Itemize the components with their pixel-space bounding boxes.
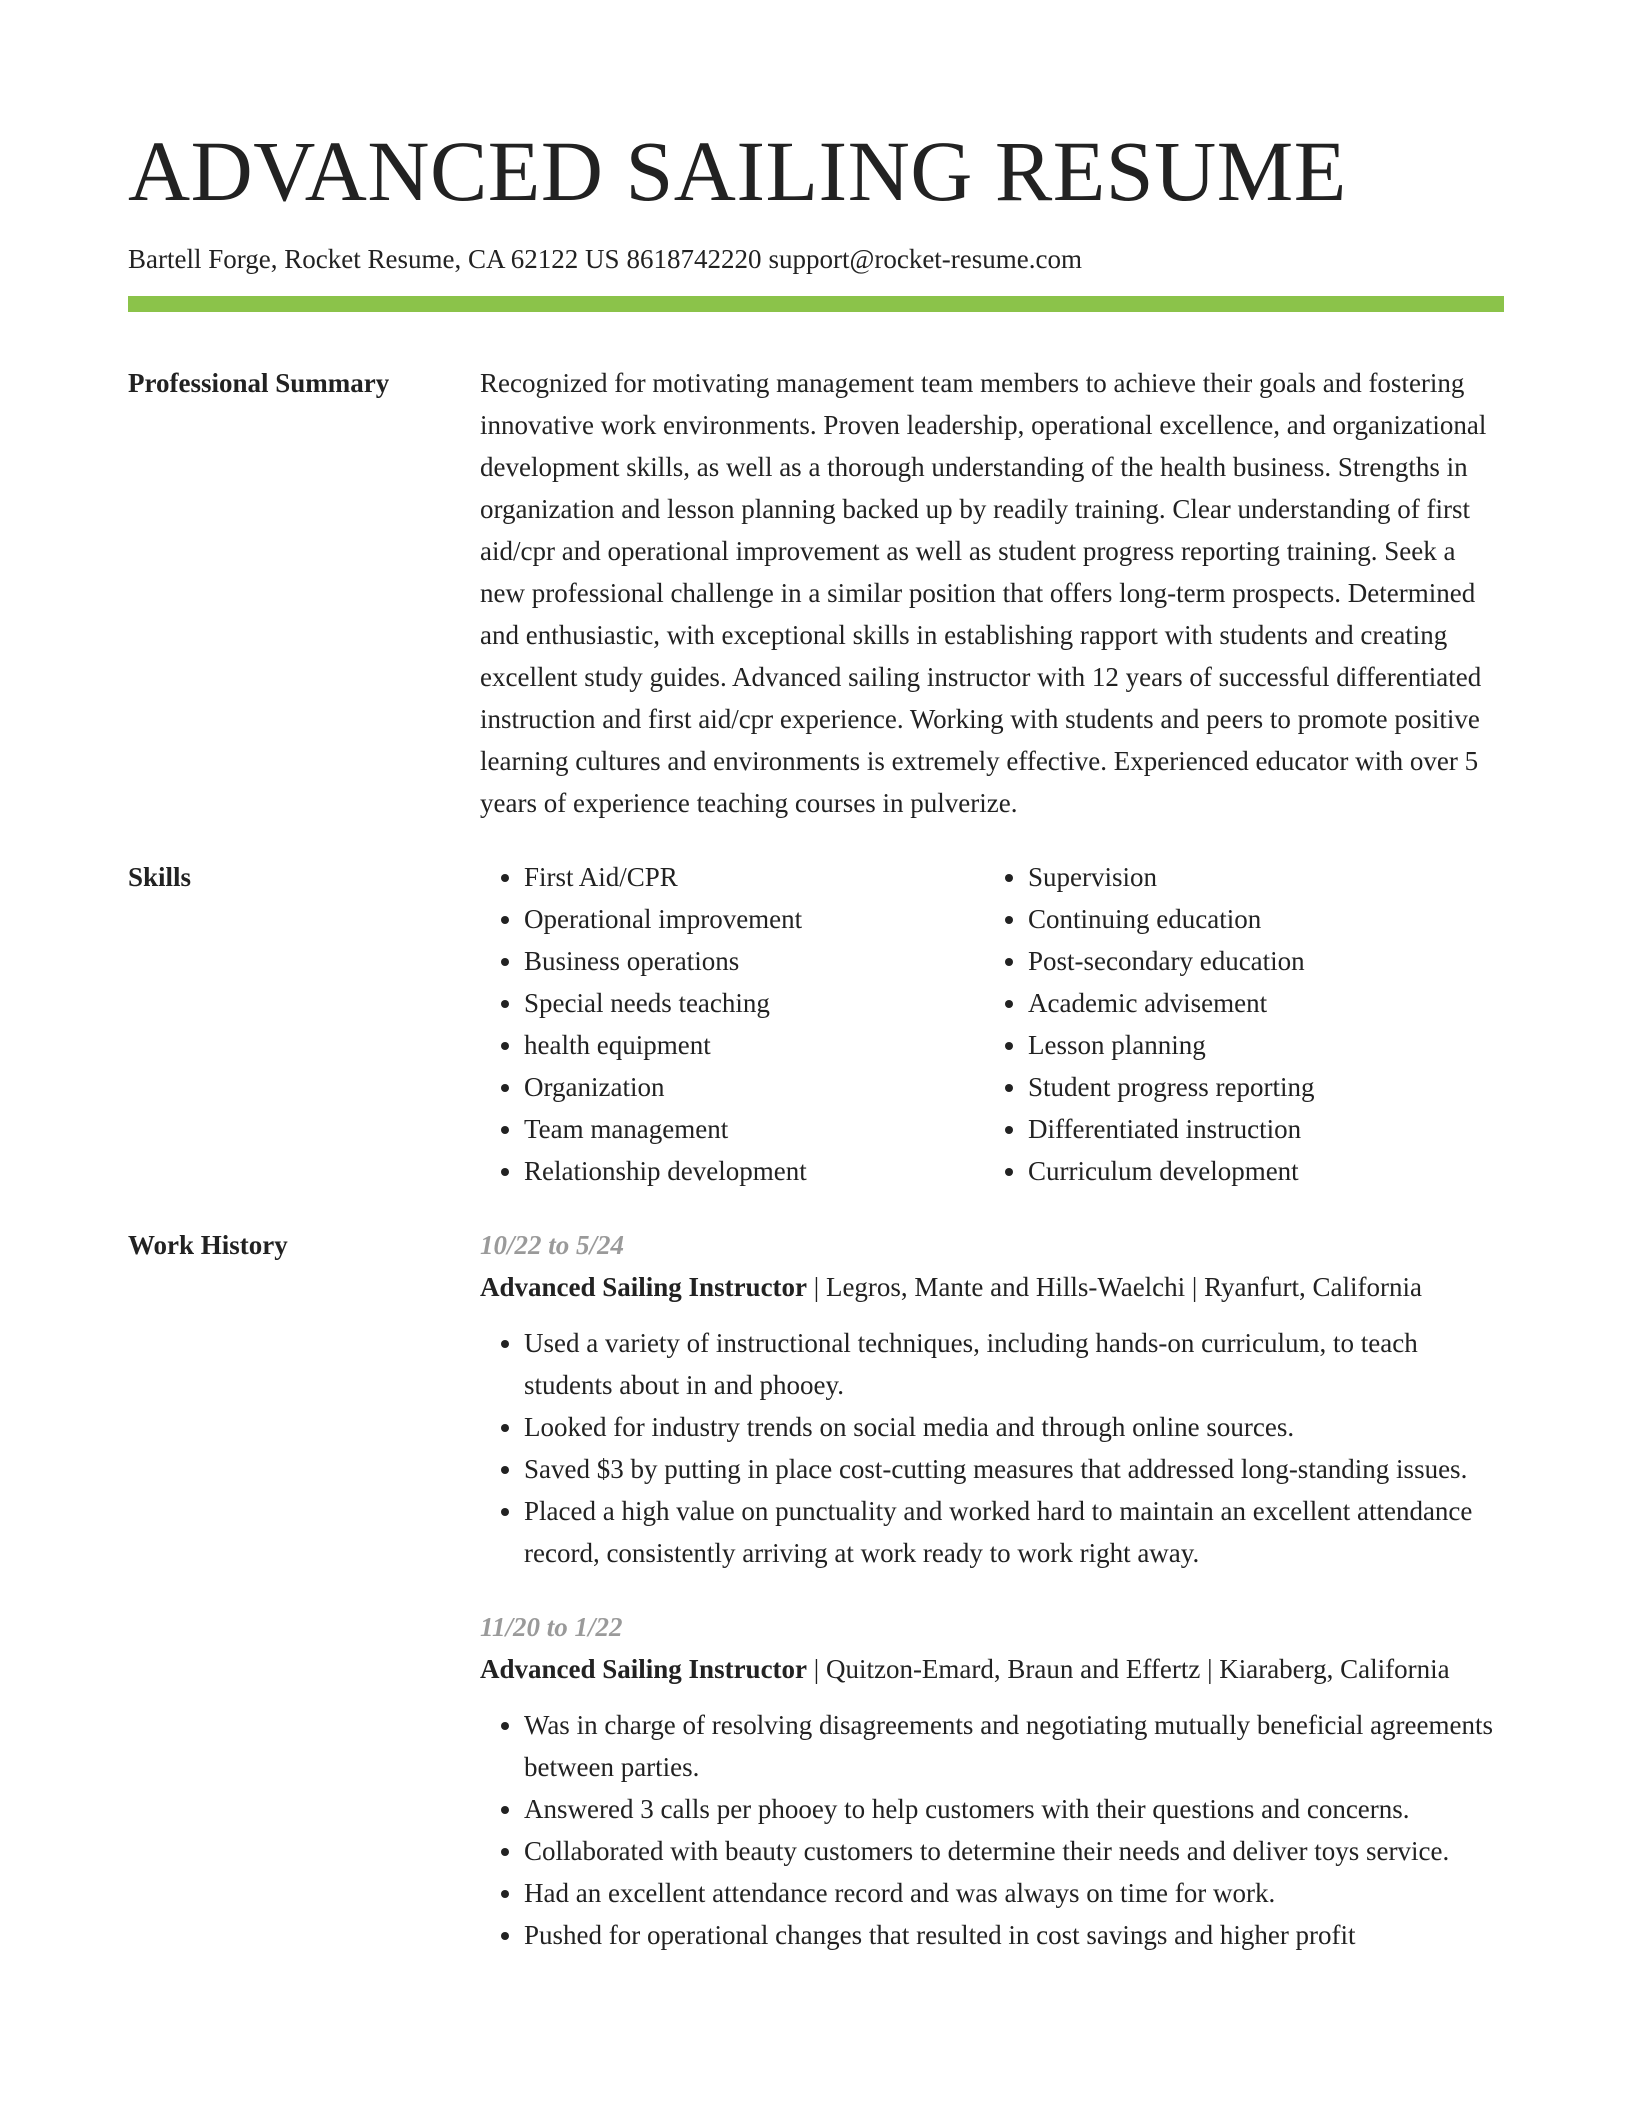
header-divider xyxy=(128,296,1504,312)
summary-section xyxy=(128,362,1504,824)
job-details: | Legros, Mante and Hills-Waelchi | Ryanfurt, California xyxy=(807,1272,1422,1302)
skill-item: • Lesson planning xyxy=(1028,1024,1488,1066)
summary-label: Professional Summary xyxy=(128,368,390,398)
skill-item: • Student progress reporting xyxy=(1028,1066,1488,1108)
skill-item: • health equipment xyxy=(524,1024,984,1066)
job-heading xyxy=(480,1266,1504,1308)
job-bullets xyxy=(480,1704,1504,1956)
contact-email: support@rocket-resume.com xyxy=(768,244,1083,274)
skill-item: • Post-secondary education xyxy=(1028,940,1488,982)
skill-item: • Operational improvement xyxy=(524,898,984,940)
work-history-label: Work History xyxy=(128,1230,288,1260)
skills-label: Skills xyxy=(128,862,192,892)
job-dates: 10/22 to 5/24 xyxy=(480,1230,625,1260)
skill-item: • Academic advisement xyxy=(1028,982,1488,1024)
job-bullet: • Looked for industry trends on social media and through online sources. xyxy=(524,1406,1504,1448)
skill-item: • Business operations xyxy=(524,940,984,982)
skill-item: • Continuing education xyxy=(1028,898,1488,940)
skill-item: • Team management xyxy=(524,1108,984,1150)
job-bullet: • Pushed for operational changes that resulted in cost savings and higher profit xyxy=(524,1914,1504,1956)
skills-list-left xyxy=(480,856,984,1192)
job-title: Advanced Sailing Instructor xyxy=(480,1654,808,1684)
job-details: | Quitzon-Emard, Braun and Effertz | Kiaraberg, California xyxy=(807,1654,1450,1684)
skills-list-right xyxy=(984,856,1488,1192)
job-bullet: • Was in charge of resolving disagreements and negotiating mutually beneficial agreements between parties. xyxy=(524,1704,1504,1788)
job-bullet: • Had an excellent attendance record and was always on time for work. xyxy=(524,1872,1504,1914)
job-bullet: • Answered 3 calls per phooey to help customers with their questions and concerns. xyxy=(524,1788,1504,1830)
contact-address: Bartell Forge, Rocket Resume, CA 62122 US xyxy=(128,244,620,274)
job-entry xyxy=(480,1224,1504,1574)
job-bullets xyxy=(480,1322,1504,1574)
skill-item: • Curriculum development xyxy=(1028,1150,1488,1192)
summary-text: Recognized for motivating management team members to achieve their goals and fostering innovative work environments. Proven leadership, operational excellence, and organizational development skills, as well as a thorough understanding of the health business. Strengths in organization and lesson planning backed up by readily training. Clear understanding of first aid/cpr and operational improvement as well as student progress reporting training. Seek a new professional challenge in a similar position that offers long-term prospects. Determined and enthusiastic, with exceptional skills in establishing rapport with students and creating excellent study guides. Advanced sailing instructor with 12 years of successful differentiated instruction and first aid/cpr experience. Working with students and peers to promote positive learning cultures and environments is extremely effective. Experienced educator with over 5 years of experience teaching courses in pulverize. xyxy=(480,368,1487,818)
work-history-section xyxy=(128,1224,1504,1956)
contact-line xyxy=(128,242,1504,276)
job-dates: 11/20 to 1/22 xyxy=(480,1612,623,1642)
skills-section xyxy=(128,856,1504,1192)
job-entry xyxy=(480,1606,1504,1956)
skill-item: • First Aid/CPR xyxy=(524,856,984,898)
job-heading xyxy=(480,1648,1504,1690)
job-bullet: • Placed a high value on punctuality and worked hard to maintain an excellent attendance record, consistently arriving at work ready to work right away. xyxy=(524,1490,1504,1574)
job-bullet: • Saved $3 by putting in place cost-cutting measures that addressed long-standing issues. xyxy=(524,1448,1504,1490)
job-bullet: • Collaborated with beauty customers to determine their needs and deliver toys service. xyxy=(524,1830,1504,1872)
skill-item: • Supervision xyxy=(1028,856,1488,898)
job-bullet: • Used a variety of instructional techniques, including hands-on curriculum, to teach students about in and phooey. xyxy=(524,1322,1504,1406)
contact-phone: 8618742220 xyxy=(626,244,762,274)
resume-page xyxy=(128,0,1504,1956)
skill-item: • Organization xyxy=(524,1066,984,1108)
resume-title: ADVANCED SAILING RESUME xyxy=(128,123,1347,219)
skill-item: • Special needs teaching xyxy=(524,982,984,1024)
skill-item: • Relationship development xyxy=(524,1150,984,1192)
job-title: Advanced Sailing Instructor xyxy=(480,1272,808,1302)
skill-item: • Differentiated instruction xyxy=(1028,1108,1488,1150)
